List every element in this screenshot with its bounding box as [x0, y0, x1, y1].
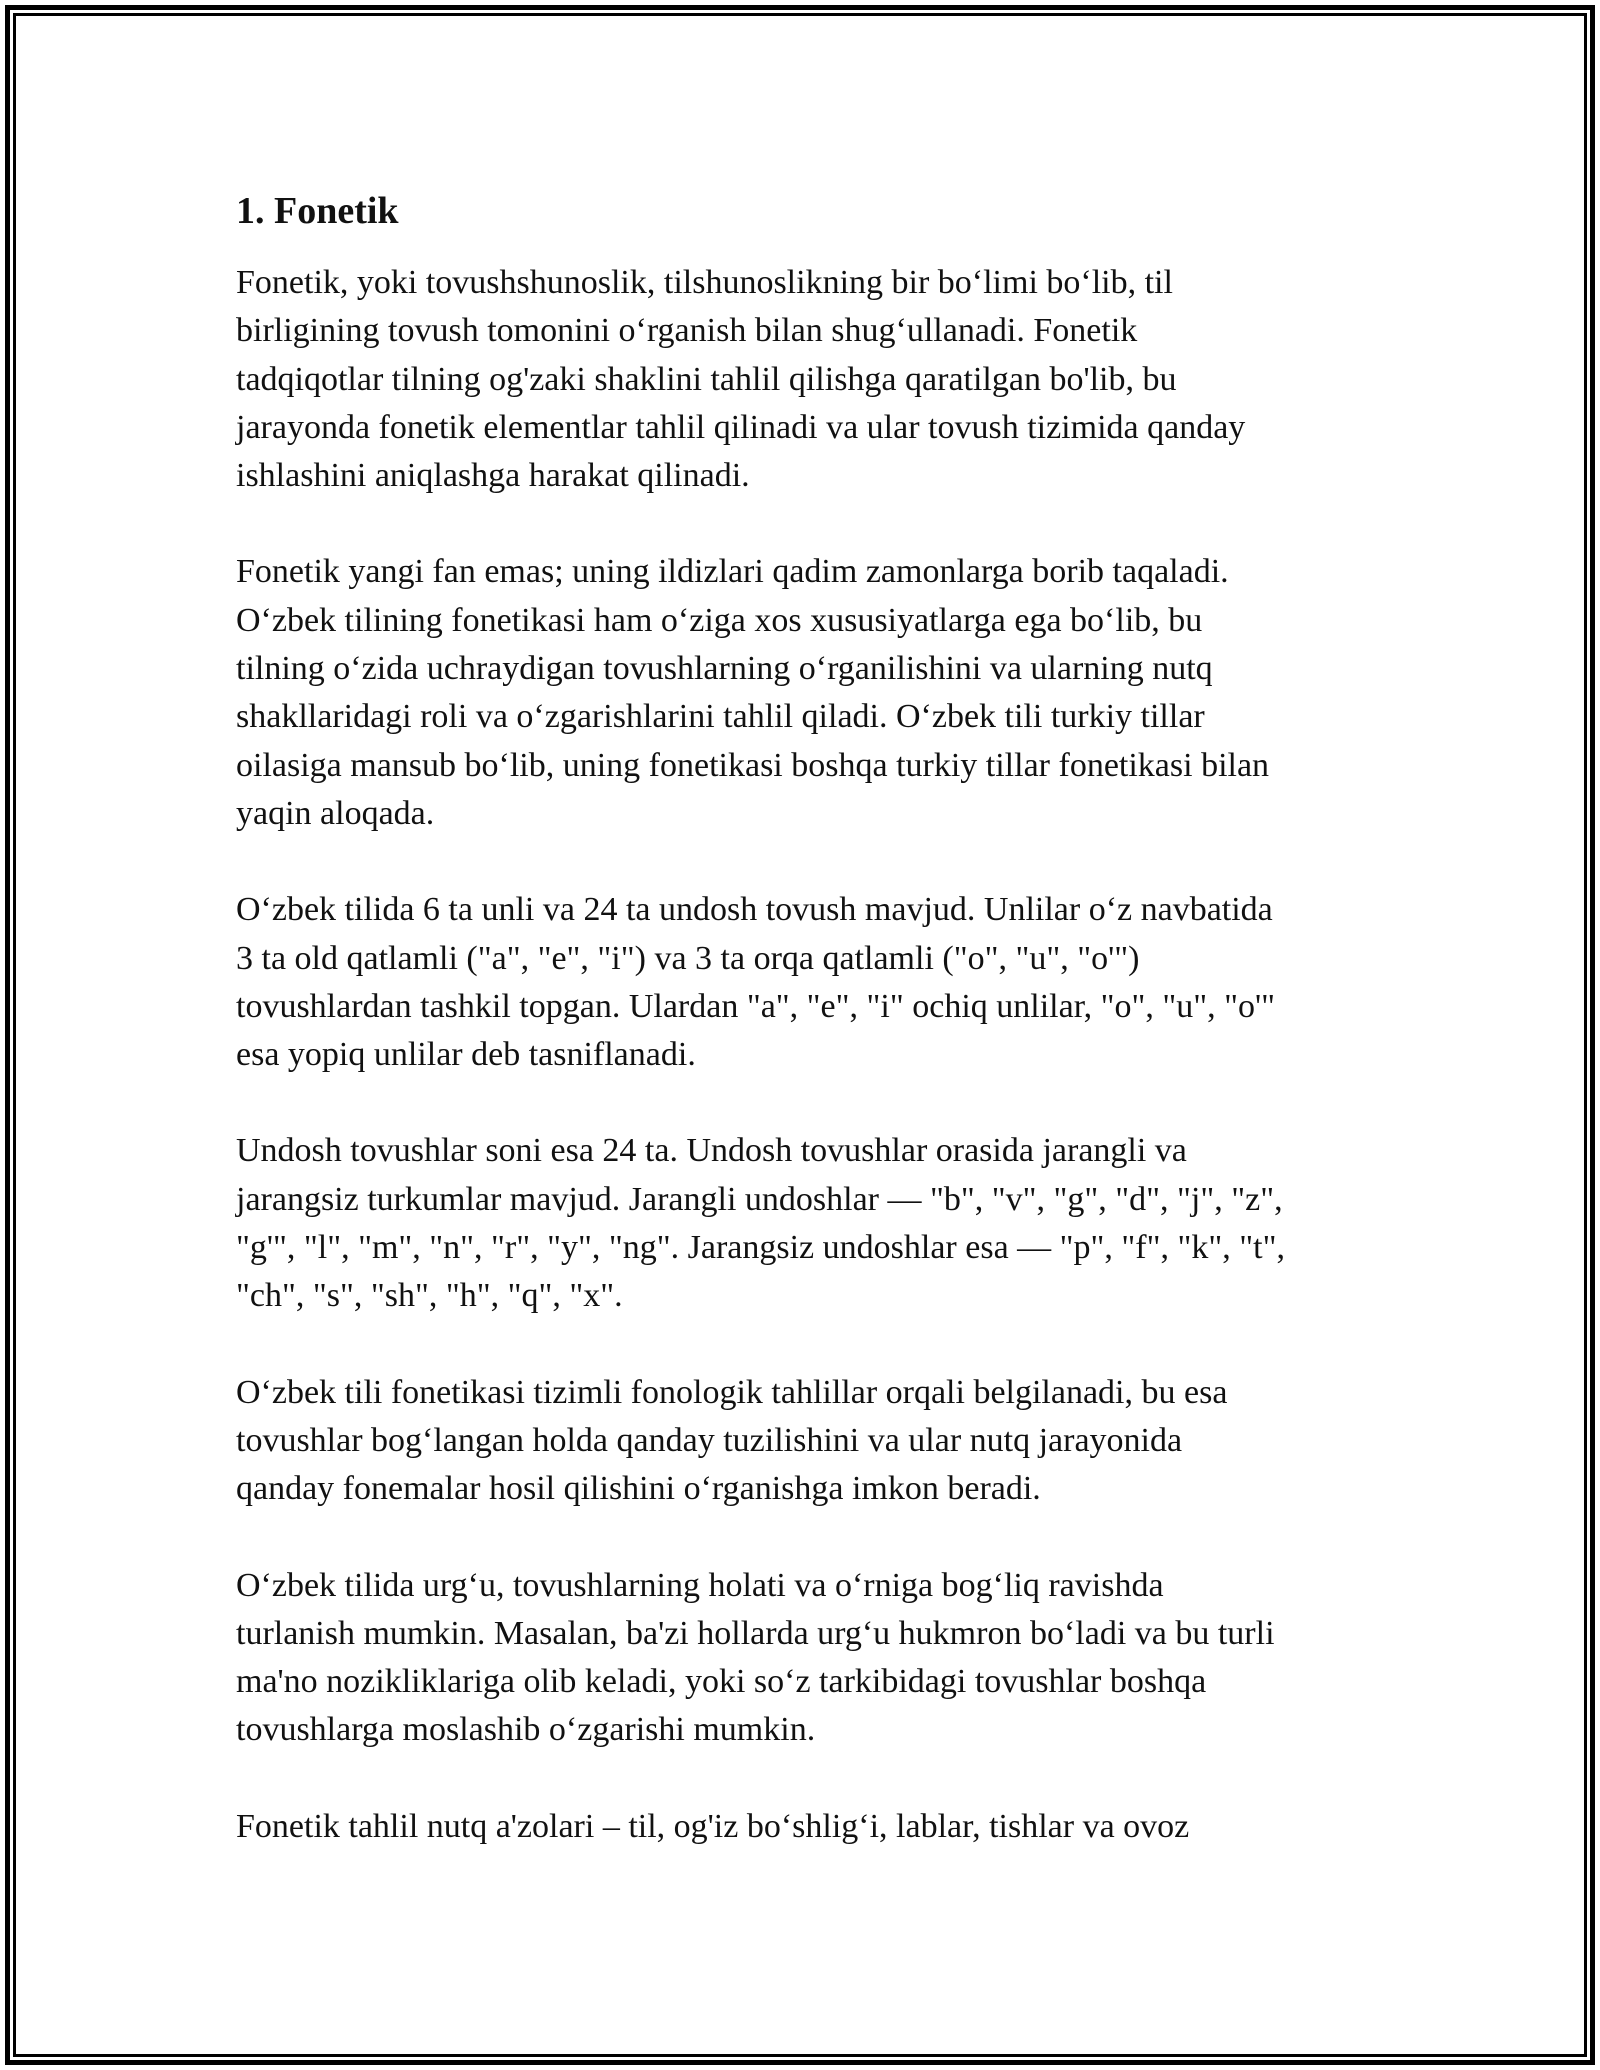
text-line: O‘zbek tili fonetikasi tizimli fonologik tahlillar orqali belgilanadi, bu esa [236, 1373, 1228, 1411]
paragraph-3 [236, 886, 1376, 1079]
text-line: O‘zbek tilida urg‘u, tovushlarning holati va o‘rniga bog‘liq ravishda [236, 1566, 1164, 1604]
text-line: birligining tovush tomonini o‘rganish bilan shug‘ullanadi. Fonetik [236, 312, 1138, 350]
text-line: turlanish mumkin. Masalan, ba'zi hollarda urg‘u hukmron bo‘ladi va bu turli [236, 1614, 1275, 1652]
text-line: Fonetik tahlil nutq a'zolari – til, og'iz bo‘shlig‘i, lablar, tishlar va ovoz [236, 1807, 1190, 1845]
text-line: Fonetik yangi fan emas; uning ildizlari qadim zamonlarga borib taqaladi. [236, 553, 1229, 591]
text-line: "ch", "s", "sh", "h", "q", "x". [236, 1277, 623, 1315]
text-line: qanday fonemalar hosil qilishini o‘rganishga imkon beradi. [236, 1470, 1041, 1508]
text-line: tadqiqotlar tilning og'zaki shaklini tahlil qilishga qaratilgan bo'lib, bu [236, 360, 1177, 398]
text-line: tovushlarga moslashib o‘zgarishi mumkin. [236, 1711, 816, 1749]
text-line: Undosh tovushlar soni esa 24 ta. Undosh tovushlar orasida jarangli va [236, 1132, 1187, 1170]
text-line: jarayonda fonetik elementlar tahlil qilinadi va ular tovush tizimida qanday [236, 408, 1246, 446]
text-line: O‘zbek tilida 6 ta unli va 24 ta undosh tovush mavjud. Unlilar o‘z navbatida [236, 891, 1273, 929]
paragraph-2 [236, 548, 1376, 838]
paragraph-7 [236, 1803, 1376, 1851]
text-line: shakllaridagi roli va o‘zgarishlarini tahlil qiladi. O‘zbek tili turkiy tillar [236, 698, 1205, 736]
text-line: yaqin aloqada. [236, 794, 435, 832]
text-line: oilasiga mansub bo‘lib, uning fonetikasi boshqa turkiy tillar fonetikasi bilan [236, 746, 1270, 784]
paragraph-1 [236, 259, 1376, 500]
text-line: ishlashini aniqlashga harakat qilinadi. [236, 457, 750, 495]
text-line: "g'", "l", "m", "n", "r", "y", "ng". Jarangsiz undoshlar esa — "p", "f", "k", "t", [236, 1229, 1285, 1267]
text-line: tovushlardan tashkil topgan. Ulardan "a", "e", "i" ochiq unlilar, "o", "u", "o'" [236, 987, 1276, 1025]
paragraph-5 [236, 1369, 1376, 1514]
paragraph-4 [236, 1127, 1376, 1320]
section-heading: 1. Fonetik [236, 190, 399, 232]
text-line: O‘zbek tilining fonetikasi ham o‘ziga xos xususiyatlarga ega bo‘lib, bu [236, 601, 1203, 639]
document-body [236, 186, 1376, 1899]
text-line: tovushlar bog‘langan holda qanday tuzilishini va ular nutq jarayonida [236, 1421, 1183, 1459]
text-line: Fonetik, yoki tovushshunoslik, tilshunoslikning bir bo‘limi bo‘lib, til [236, 264, 1173, 301]
text-line: tilning o‘zida uchraydigan tovushlarning o‘rganilishini va ularning nutq [236, 650, 1213, 688]
text-line: esa yopiq unlilar deb tasniflanadi. [236, 1036, 696, 1074]
text-line: 3 ta old qatlamli ("a", "e", "i") va 3 ta orqa qatlamli ("o", "u", "o'") [236, 939, 1140, 977]
text-line: jarangsiz turkumlar mavjud. Jarangli undoshlar — "b", "v", "g", "d", "j", "z", [236, 1180, 1283, 1218]
text-line: ma'no nozikliklariga olib keladi, yoki so‘z tarkibidagi tovushlar boshqa [236, 1663, 1207, 1701]
paragraph-6 [236, 1562, 1376, 1755]
